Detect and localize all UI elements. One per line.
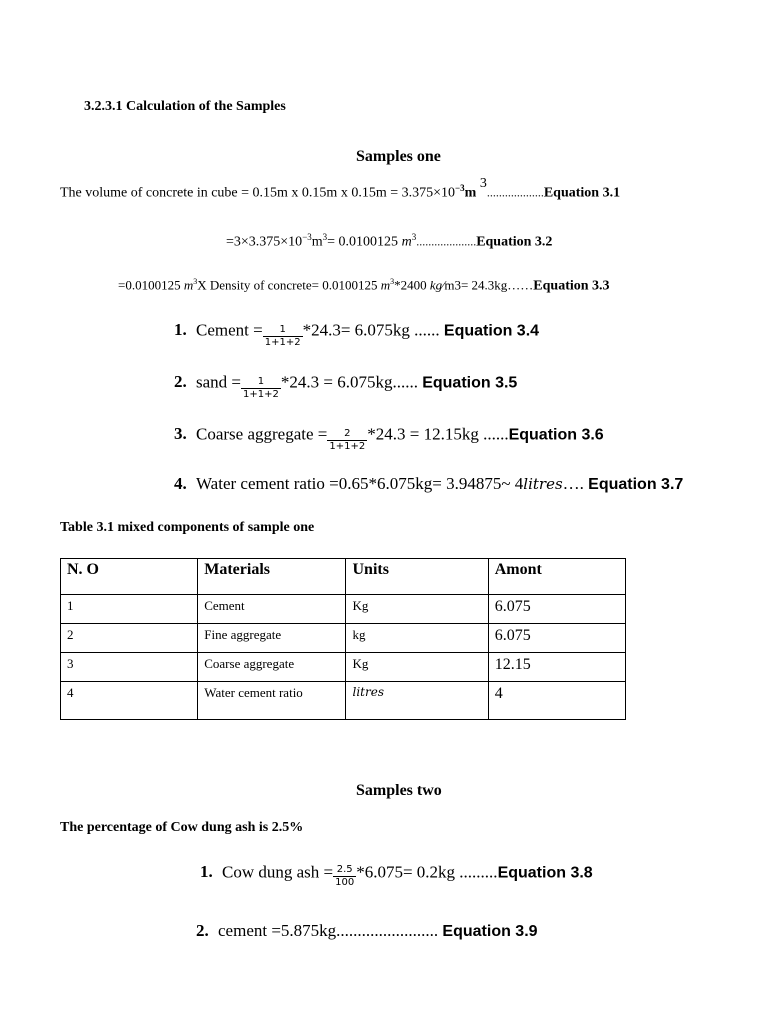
item-pre: Water cement ratio =0.65*6.075kg= 3.94875~ 4 xyxy=(196,474,524,493)
fraction-numerator: 1 xyxy=(241,376,281,389)
table-caption: Table 3.1 mixed components of sample one xyxy=(60,520,315,535)
item-number: 2. xyxy=(174,372,187,392)
eq31-unit: m xyxy=(464,185,477,201)
item-number: 1. xyxy=(174,320,187,340)
table-row xyxy=(61,624,626,653)
sample-one-title: Samples one xyxy=(356,148,441,165)
eq33-label: Equation 3.3 xyxy=(533,278,610,294)
cell-amount: 6.075 xyxy=(488,624,625,653)
item-label: Equation 3.9 xyxy=(442,923,538,940)
item-pre: Cement = xyxy=(196,320,263,340)
fraction-denominator: 1+1+2 xyxy=(243,389,279,400)
table-row xyxy=(61,595,626,624)
cell-unit: Kg xyxy=(346,653,488,682)
eq32-label: Equation 3.2 xyxy=(476,234,553,250)
equation-3-2 xyxy=(226,232,552,251)
item-unit-litres: litres xyxy=(523,475,563,493)
cell-unit: kg xyxy=(346,624,488,653)
eq31-dots: ................... xyxy=(486,185,544,200)
sample-two-title: Samples two xyxy=(356,782,442,799)
item-post: …. xyxy=(562,474,589,493)
cell-material: Coarse aggregate xyxy=(198,653,346,682)
eq32-exp: −3 xyxy=(302,232,312,242)
cell-amount: 12.15 xyxy=(488,653,625,682)
table-row xyxy=(61,653,626,682)
cell-amount: 4 xyxy=(488,682,625,720)
eq33-c: *2400 xyxy=(394,277,430,293)
cell-material: Water cement ratio xyxy=(198,682,346,720)
eq33-c-unit: kg xyxy=(429,277,443,293)
eq32-c: = 0.0100125 xyxy=(327,234,402,250)
cell-material: Fine aggregate xyxy=(198,624,346,653)
item-pre: cement =5.875kg........................ xyxy=(218,921,443,940)
item-number: 1. xyxy=(200,862,213,882)
cell-unit: litres xyxy=(346,682,488,720)
item-post: *24.3= 6.075kg ...... xyxy=(302,320,440,340)
item-pre: Cow dung ash = xyxy=(222,862,334,882)
equation-3-4 xyxy=(174,319,540,348)
fraction-numerator: 2 xyxy=(327,428,367,441)
eq32-dots: .................... xyxy=(416,234,477,249)
equation-3-8 xyxy=(200,861,593,886)
equation-3-7 xyxy=(174,474,683,494)
item-post: *6.075= 0.2kg ......... xyxy=(356,862,498,882)
eq31-exp: −3 xyxy=(455,183,465,193)
eq32-a: =3×3.375×10 xyxy=(226,234,303,250)
item-post: *24.3 = 6.075kg...... xyxy=(280,372,418,392)
item-label: Equation 3.5 xyxy=(422,374,518,392)
eq32-c-unit: m xyxy=(401,234,412,250)
header-units: Units xyxy=(346,559,488,595)
eq32-c-sup: 3 xyxy=(411,232,417,242)
eq33-b-unit: m xyxy=(380,277,391,293)
eq31-label: Equation 3.1 xyxy=(543,185,621,201)
item-pre: Coarse aggregate = xyxy=(196,424,328,444)
cell-no: 1 xyxy=(61,595,198,624)
fraction-denominator: 100 xyxy=(335,877,355,888)
eq33-b: X Density of concrete= 0.0100125 xyxy=(197,277,381,293)
cell-no: 4 xyxy=(61,682,198,720)
eq33-a-sup: 3 xyxy=(193,277,198,286)
equation-3-9 xyxy=(196,921,538,941)
eq32-b-sup: 3 xyxy=(322,232,328,242)
equation-3-5 xyxy=(174,371,518,400)
table-header-row xyxy=(61,559,626,595)
fraction-numerator: 1 xyxy=(263,324,303,337)
eq33-b-sup: 3 xyxy=(390,277,395,286)
eq33-a: =0.0100125 xyxy=(118,277,184,293)
cow-dung-percentage: The percentage of Cow dung ash is 2.5% xyxy=(60,820,304,835)
eq31-text: The volume of concrete in cube = 0.15m x 0.15m x 0.15m = 3.375×10 xyxy=(60,185,456,201)
cell-material: Cement xyxy=(198,595,346,624)
item-label: Equation 3.8 xyxy=(497,864,593,882)
cell-unit: Kg xyxy=(346,595,488,624)
header-amount: Amont xyxy=(488,559,625,595)
fraction-denominator: 1+1+2 xyxy=(329,441,366,452)
header-no: N. O xyxy=(61,559,198,595)
fraction xyxy=(333,864,356,889)
item-label: Equation 3.6 xyxy=(508,426,604,444)
fraction xyxy=(241,376,281,401)
item-pre: sand = xyxy=(196,372,241,392)
item-label: Equation 3.7 xyxy=(588,476,684,493)
eq32-b: m xyxy=(311,234,323,250)
item-number: 4. xyxy=(174,474,187,493)
eq31-sup: 3 xyxy=(479,175,487,191)
item-label: Equation 3.4 xyxy=(443,322,540,340)
equation-3-6 xyxy=(174,423,604,452)
item-number: 2. xyxy=(196,921,209,940)
fraction xyxy=(263,324,303,349)
section-heading: 3.2.3.1 Calculation of the Samples xyxy=(84,99,286,114)
eq33-d: ⁄m3= 24.3kg…… xyxy=(442,277,534,293)
mixed-components-table xyxy=(60,558,626,720)
fraction-denominator: 1+1+2 xyxy=(264,337,301,348)
fraction xyxy=(327,428,367,453)
equation-3-3 xyxy=(118,277,610,294)
item-number: 3. xyxy=(174,424,187,444)
cell-no: 3 xyxy=(61,653,198,682)
cell-no: 2 xyxy=(61,624,198,653)
table-row xyxy=(61,682,626,720)
item-post: *24.3 = 12.15kg ...... xyxy=(367,424,509,444)
fraction-numerator: 2.5 xyxy=(336,864,353,875)
eq33-a-unit: m xyxy=(183,277,194,293)
header-materials: Materials xyxy=(198,559,346,595)
equation-3-1 xyxy=(60,175,621,202)
cell-amount: 6.075 xyxy=(488,595,625,624)
